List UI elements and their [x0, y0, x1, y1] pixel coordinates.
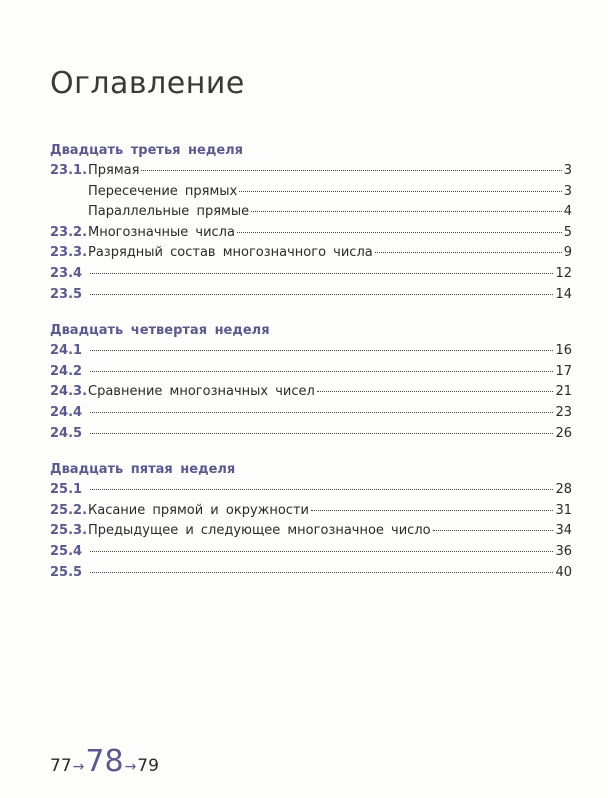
- toc-entry[interactable]: [50, 521, 572, 542]
- table-of-contents: [50, 141, 572, 599]
- entry-number: 23.1.: [50, 163, 88, 178]
- toc-entry[interactable]: [50, 161, 572, 182]
- previous-page-number[interactable]: 77: [50, 756, 72, 776]
- entry-page-number: 3: [563, 163, 572, 178]
- toc-entry[interactable]: [50, 243, 572, 264]
- entry-number: 23.5: [50, 286, 83, 302]
- toc-entry[interactable]: [50, 542, 572, 563]
- toc-entry[interactable]: [50, 480, 572, 501]
- entry-page-number: 23: [555, 404, 572, 420]
- dot-leader: [90, 433, 553, 434]
- dot-leader: [251, 211, 562, 212]
- toc-entry[interactable]: [50, 202, 572, 223]
- entry-page-number: 40: [555, 564, 572, 580]
- entry-page-number: 9: [563, 245, 572, 261]
- entry-page-number: 21: [555, 384, 572, 400]
- entry-number: 25.3.: [50, 523, 88, 539]
- entry-page-number: 34: [555, 523, 572, 539]
- entry-number: 24.3.: [50, 384, 88, 400]
- toc-entry[interactable]: [50, 362, 572, 383]
- page-title: Оглавление: [50, 66, 245, 102]
- dot-leader: [90, 350, 553, 351]
- entry-number: 25.5: [50, 564, 83, 580]
- page-navigation: [50, 744, 159, 779]
- toc-entry[interactable]: [50, 501, 572, 522]
- entry-page-number: 12: [555, 265, 572, 281]
- current-page-number: 78: [85, 744, 124, 779]
- entry-title: Параллельные прямые: [88, 204, 250, 220]
- dot-leader: [90, 489, 553, 490]
- dot-leader: [90, 273, 553, 274]
- entry-page-number: 5: [563, 224, 572, 240]
- entry-page-number: 31: [555, 502, 572, 518]
- entry-page-number: 16: [555, 343, 572, 359]
- toc-entry[interactable]: [50, 403, 572, 424]
- entry-number: 23.2.: [50, 224, 88, 240]
- entry-number: 23.3.: [50, 245, 88, 261]
- entry-title: Пересечение прямых: [88, 183, 238, 199]
- dot-leader: [317, 391, 554, 392]
- dot-leader: [375, 252, 562, 253]
- toc-section: [50, 321, 572, 444]
- toc-entry[interactable]: [50, 182, 572, 203]
- entry-page-number: 26: [555, 425, 572, 441]
- dot-leader: [90, 551, 553, 552]
- entry-title: Разрядный состав многозначного числа: [88, 245, 373, 261]
- entry-page-number: 4: [563, 204, 572, 220]
- toc-entry[interactable]: [50, 223, 572, 244]
- entry-page-number: 14: [555, 286, 572, 302]
- section-heading: Двадцать четвертая неделя: [50, 323, 270, 339]
- toc-entry[interactable]: [50, 285, 572, 306]
- toc-section: [50, 141, 572, 305]
- entry-title: Касание прямой и окружности: [88, 502, 309, 518]
- next-page-number[interactable]: 79: [137, 756, 159, 776]
- entry-number: 25.2.: [50, 502, 88, 518]
- arrow-right-icon: →: [72, 759, 85, 775]
- dot-leader: [90, 294, 553, 295]
- entry-title: Многозначные числа: [88, 224, 235, 240]
- entry-page-number: 3: [563, 183, 572, 199]
- arrow-right-icon: →: [124, 759, 137, 775]
- entry-number: 25.4: [50, 543, 83, 559]
- entry-page-number: 28: [555, 482, 572, 498]
- section-heading: Двадцать пятая неделя: [50, 462, 236, 478]
- entry-title: Сравнение многозначных чисел: [88, 384, 315, 400]
- toc-entry[interactable]: [50, 341, 572, 362]
- entry-title: Прямая: [88, 163, 140, 178]
- entry-number: 25.1: [50, 482, 83, 498]
- toc-entry[interactable]: [50, 424, 572, 445]
- section-heading: Двадцать третья неделя: [50, 143, 244, 158]
- dot-leader: [433, 530, 554, 531]
- dot-leader: [237, 232, 562, 233]
- dot-leader: [90, 371, 553, 372]
- entry-number: 24.2: [50, 363, 83, 379]
- entry-page-number: 36: [555, 543, 572, 559]
- toc-entry[interactable]: [50, 264, 572, 285]
- dot-leader: [90, 412, 553, 413]
- dot-leader: [311, 510, 553, 511]
- dot-leader: [90, 572, 553, 573]
- entry-number: 24.5: [50, 425, 83, 441]
- toc-section: [50, 460, 572, 583]
- entry-title: Предыдущее и следующее многозначное число: [88, 523, 431, 539]
- dot-leader: [141, 170, 561, 171]
- entry-number: 24.1: [50, 343, 83, 359]
- toc-entry[interactable]: [50, 563, 572, 584]
- toc-entry[interactable]: [50, 382, 572, 403]
- entry-page-number: 17: [555, 363, 572, 379]
- entry-number: 23.4: [50, 265, 83, 281]
- entry-number: 24.4: [50, 404, 83, 420]
- dot-leader: [239, 191, 561, 192]
